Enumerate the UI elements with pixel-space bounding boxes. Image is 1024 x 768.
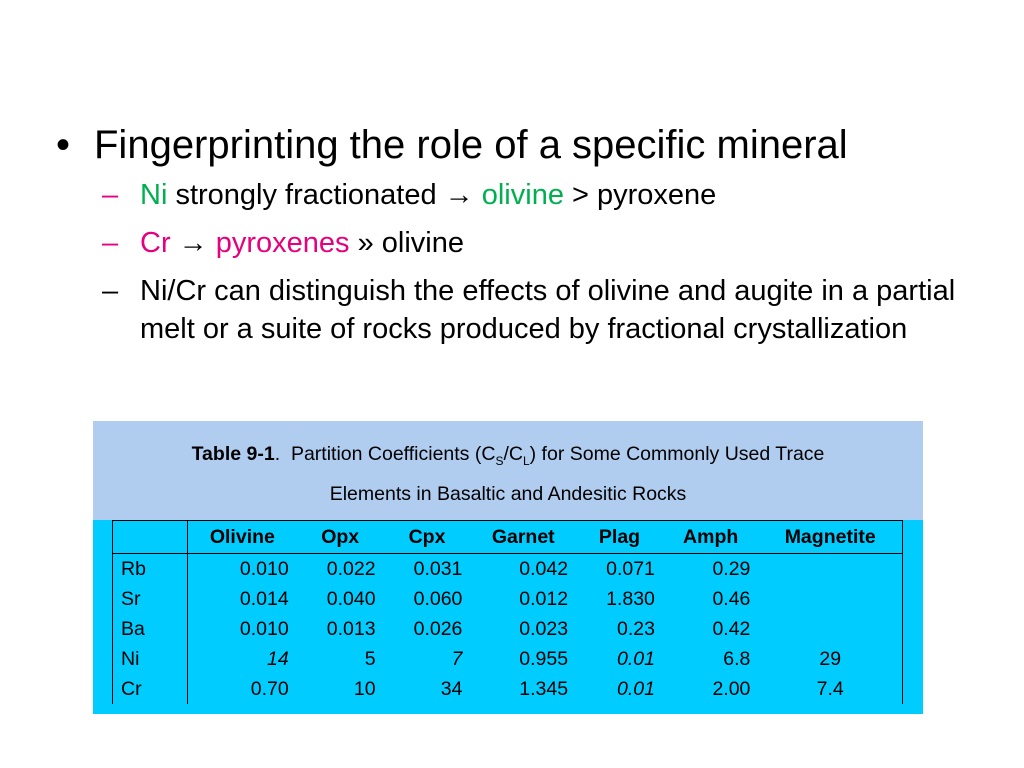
dash-marker: –: [102, 227, 119, 259]
cell: 0.01: [616, 677, 655, 700]
cell: 1.830: [606, 587, 655, 610]
table-row: [113, 584, 903, 614]
cell-element: Ba: [113, 614, 188, 644]
cell: 1.345: [519, 677, 569, 700]
partition-table-panel: [93, 421, 923, 714]
cell: 0.01: [616, 647, 655, 670]
sub-bullet-ni: [56, 176, 976, 214]
main-bullet-text: Fingerprinting the role of a specific mineral: [94, 123, 848, 167]
cell: [758, 584, 902, 614]
dash-marker: –: [102, 275, 119, 307]
cell: 0.012: [519, 587, 569, 610]
bullet-dot: •: [56, 123, 71, 167]
cell: 0.010: [239, 617, 289, 640]
header-magnetite: Magnetite: [758, 521, 902, 554]
caption-rest: ) for Some Commonly Used Trace: [529, 443, 825, 465]
cell: 0.955: [519, 647, 569, 670]
cell: 14: [267, 647, 289, 670]
sub-bullet-nicr: [56, 272, 976, 348]
cell: 0.042: [519, 557, 569, 580]
header-plag: Plag: [576, 521, 663, 554]
sub2-text: » olivine: [357, 227, 465, 259]
cell: 34: [440, 677, 463, 700]
caption-text: Partition Coefficients (C: [290, 443, 496, 465]
caption-sub-l: L: [522, 453, 530, 468]
header-cpx: Cpx: [384, 521, 471, 554]
cell: 10: [353, 677, 376, 700]
caption-bold: Table 9-1: [191, 443, 275, 465]
caption-sub-s: S: [495, 453, 504, 468]
table-row: [113, 644, 903, 674]
header-olivine: Olivine: [188, 521, 297, 554]
table-row: [113, 674, 903, 704]
cell-element: Cr: [113, 674, 188, 704]
arrow-icon: →: [178, 227, 208, 259]
cell: 2.00: [712, 677, 751, 700]
caption-slash: /C: [503, 443, 523, 465]
sub3-text: Ni/Cr can distinguish the effects of olivine and augite in a partial melt or a suite of rocks produced by fractional crystallization: [140, 275, 956, 345]
cell: 0.040: [326, 587, 376, 610]
sub1-text2: > pyroxene: [572, 179, 717, 211]
cell: 0.060: [413, 587, 463, 610]
arrow-icon: →: [444, 179, 474, 211]
partition-table: [112, 520, 903, 704]
pyroxenes-label: pyroxenes: [215, 227, 350, 259]
cell: 0.29: [712, 557, 751, 580]
cell: 0.022: [326, 557, 376, 580]
main-bullet: [56, 118, 976, 172]
cell: 0.010: [239, 557, 289, 580]
cell: 0.071: [606, 557, 655, 580]
cell: 0.42: [712, 617, 751, 640]
header-element: [113, 521, 188, 554]
cell: 0.013: [326, 617, 376, 640]
table-row: [113, 614, 903, 644]
table-row: [113, 554, 903, 585]
sub-bullet-cr: [56, 224, 976, 262]
cell: 29: [758, 644, 902, 674]
cell: 5: [364, 647, 376, 670]
slide-bullets: [56, 118, 976, 348]
header-amph: Amph: [663, 521, 758, 554]
cell: [758, 554, 902, 585]
table-caption: Table 9-1. Partition Coefficients $(C_S/C_L)$ for Some Commonly Used Trace Elements in Basaltic and Andesitic Rocks: [93, 421, 923, 520]
cell: [758, 614, 902, 644]
caption-line2: Elements in Basaltic and Andesitic Rocks: [329, 482, 687, 505]
cell-element: Sr: [113, 584, 188, 614]
cell: 0.014: [239, 587, 289, 610]
cr-label: Cr: [140, 227, 171, 259]
cell-element: Ni: [113, 644, 188, 674]
olivine-label: olivine: [481, 179, 564, 211]
cell: 0.70: [250, 677, 289, 700]
cell: 0.026: [413, 617, 463, 640]
cell: 6.8: [723, 647, 751, 670]
cell: 0.023: [519, 617, 569, 640]
header-opx: Opx: [297, 521, 384, 554]
sub1-text: strongly fractionated: [175, 179, 437, 211]
cell-element: Rb: [113, 554, 188, 585]
cell: 0.031: [413, 557, 463, 580]
ni-label: Ni: [140, 179, 168, 211]
header-garnet: Garnet: [470, 521, 576, 554]
table-header-row: [113, 521, 903, 554]
cell: 7: [451, 647, 463, 670]
cell: 7.4: [758, 674, 902, 704]
dash-marker: –: [102, 179, 119, 211]
cell: 0.46: [712, 587, 751, 610]
cell: 0.23: [616, 617, 655, 640]
